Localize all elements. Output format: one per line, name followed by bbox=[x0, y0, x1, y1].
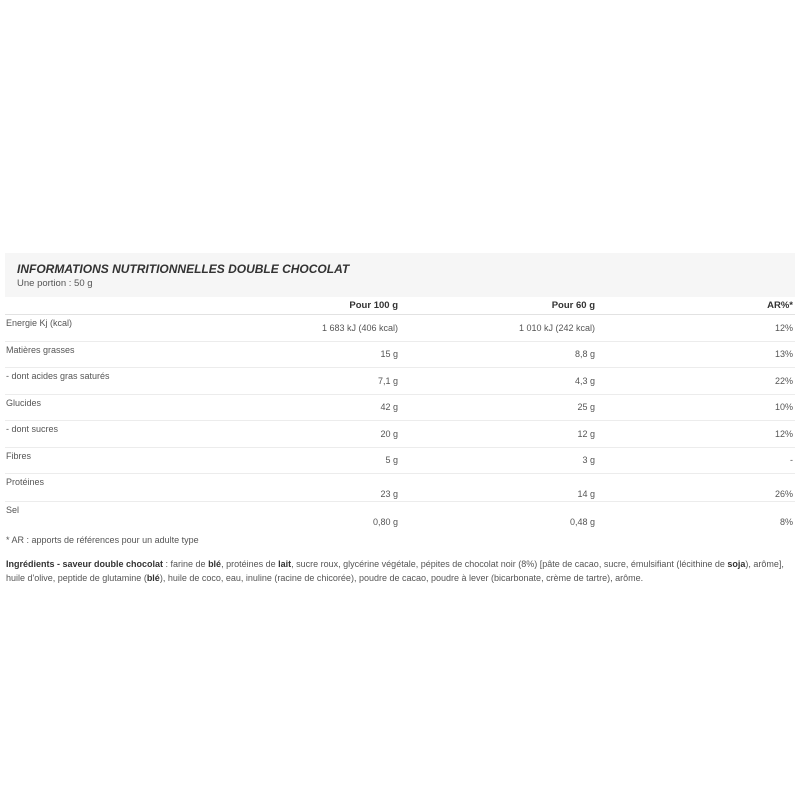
nutrition-panel bbox=[5, 253, 795, 585]
row-label: Sel bbox=[6, 505, 20, 515]
row-per60: 0,48 g bbox=[569, 517, 595, 527]
row-per60: 25 g bbox=[400, 394, 597, 421]
row-per60: 4,3 g bbox=[400, 368, 597, 395]
ar-footnote: * AR : apports de références pour un adulte type bbox=[6, 535, 199, 545]
column-header-per60: Pour 60 g bbox=[400, 297, 597, 315]
table-row bbox=[5, 502, 795, 530]
ingredients-part: ), arôme], huile d'olive, peptide de glutamine ( bbox=[6, 559, 784, 583]
table-row bbox=[5, 394, 795, 421]
row-label: - dont acides gras saturés bbox=[5, 368, 195, 395]
row-per100: 42 g bbox=[195, 394, 400, 421]
row-per60: 12 g bbox=[400, 421, 597, 448]
nutrition-title: INFORMATIONS NUTRITIONNELLES DOUBLE CHOCOLAT bbox=[17, 262, 350, 276]
row-per60: 14 g bbox=[400, 474, 597, 502]
ingredients-text bbox=[6, 557, 791, 585]
row-label: Glucides bbox=[5, 394, 195, 421]
row-per100: 7,1 g bbox=[195, 368, 400, 395]
ingredients-part: : farine de bbox=[163, 559, 209, 569]
allergen-highlight: blé bbox=[146, 573, 160, 583]
row-per60: 1 010 kJ (242 kcal) bbox=[400, 315, 597, 342]
ingredients-heading: Ingrédients - saveur double chocolat bbox=[6, 559, 164, 569]
column-header-per100: Pour 100 g bbox=[195, 297, 400, 315]
allergen-highlight: lait bbox=[278, 559, 292, 569]
row-per60: 8,8 g bbox=[400, 341, 597, 368]
row-per100: 15 g bbox=[195, 341, 400, 368]
nutrition-header bbox=[5, 253, 795, 297]
row-ar: 12% bbox=[597, 421, 795, 448]
row-label: - dont sucres bbox=[5, 421, 195, 448]
table-row bbox=[5, 421, 795, 448]
column-header-ar: AR%* bbox=[597, 297, 795, 315]
table-header-row bbox=[5, 297, 795, 315]
row-label: Energie Kj (kcal) bbox=[5, 315, 195, 342]
row-ar: 10% bbox=[597, 394, 795, 421]
row-label: Fibres bbox=[5, 447, 195, 474]
row-per100: 23 g bbox=[195, 474, 400, 502]
ingredients-part: ), huile de coco, eau, inuline (racine de chicorée), poudre de cacao, poudre à lever (bicarbonate, crème de tartre), arôme. bbox=[159, 573, 644, 583]
row-ar: 8% bbox=[779, 517, 793, 527]
table-row bbox=[5, 368, 795, 395]
row-per100: 5 g bbox=[195, 447, 400, 474]
table-row bbox=[5, 315, 795, 342]
table-row bbox=[5, 447, 795, 474]
row-ar: 22% bbox=[597, 368, 795, 395]
portion-subtitle: Une portion : 50 g bbox=[17, 278, 93, 289]
row-ar: 12% bbox=[597, 315, 795, 342]
row-label: Protéines bbox=[5, 474, 195, 502]
nutrition-table bbox=[5, 297, 795, 529]
allergen-highlight: soja bbox=[727, 559, 746, 569]
column-header bbox=[5, 297, 195, 315]
row-per100: 20 g bbox=[195, 421, 400, 448]
allergen-highlight: blé bbox=[208, 559, 222, 569]
row-ar: 26% bbox=[597, 474, 795, 502]
row-per100: 1 683 kJ (406 kcal) bbox=[195, 315, 400, 342]
table-row bbox=[5, 341, 795, 368]
ingredients-part: , protéines de bbox=[221, 559, 279, 569]
row-per60: 3 g bbox=[400, 447, 597, 474]
table-row bbox=[5, 474, 795, 502]
row-per100: 0,80 g bbox=[372, 517, 398, 527]
row-ar: - bbox=[597, 447, 795, 474]
row-label: Matières grasses bbox=[5, 341, 195, 368]
ingredients-part: , sucre roux, glycérine végétale, pépites de chocolat noir (8%) [pâte de cacao, sucre, émulsifiant (lécithine de bbox=[291, 559, 728, 569]
row-ar: 13% bbox=[597, 341, 795, 368]
